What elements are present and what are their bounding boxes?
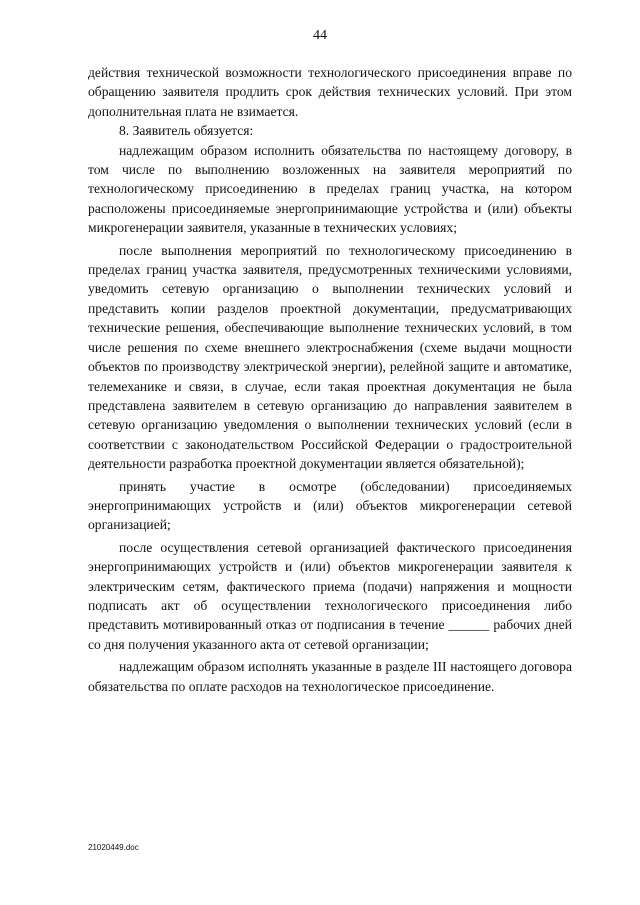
paragraph-obligation-payment: надлежащим образом исполнять указанные в разделе III настоящего договора обязательства по оплате расходов на технологическое присоединение.	[88, 659, 572, 694]
document-body	[88, 63, 572, 696]
paragraph-obligation-inspection: принять участие в осмотре (обследовании) присоединяемых энергопринимающих устройств и (или) объектов микрогенерации сетевой организацией;	[88, 478, 572, 533]
paragraph-obligation-contract: надлежащим образом исполнить обязательства по настоящему договору, в том числе по выполнению возложенных на заявителя мероприятий по технологическому присоединению в пределах границ участка, на котором расположены присоединяемые энергопринимающие устройства и (или) объекты микрогенерации заявителя, указанные в технических условиях;	[88, 142, 572, 236]
paragraph-continuation: действия технической возможности технологического присоединения вправе по обращению заявителя продлить срок действия технических условий. При этом дополнительная плата не взимается.	[88, 65, 572, 119]
paragraph-clause-8-heading: 8. Заявитель обязуется:	[119, 123, 254, 139]
paragraph-obligation-notify: после выполнения мероприятий по технологическому присоединению в пределах границ участка заявителя, предусмотренных техническими условиями, уведомить сетевую организацию о выполнении технических условий и представить копии разделов проектной документации, предусматривающих технические решения, обеспечивающие выполнение технических условий, в том числе решения по схеме внешнего электроснабжения (схеме выдачи мощности объектов по производству электрической энергии), релейной защите и автоматике, телемеханике и связи, в случае, если такая проектная документация не была представлена заявителем в сетевую организацию до направления заявителем в сетевую организацию уведомления о выполнении технических условий (если в соответствии с законодательством Российской Федерации о градостроительной деятельности разработка проектной документации является обязательной);	[88, 242, 572, 472]
paragraph-obligation-sign-act: после осуществления сетевой организацией фактического присоединения энергопринимающих устройств и (или) объектов микрогенерации заявителя к электрическим сетям, фактического приема (подачи) напряжения и мощности подписать акт об осуществлении технологического присоединения либо представить мотивированный отказ от подписания в течение ______ рабочих дней со дня получения указанного акта от сетевой организации;	[88, 539, 572, 652]
page-number: 44	[313, 28, 327, 43]
footer-filename: 21020449.doc	[88, 843, 139, 852]
